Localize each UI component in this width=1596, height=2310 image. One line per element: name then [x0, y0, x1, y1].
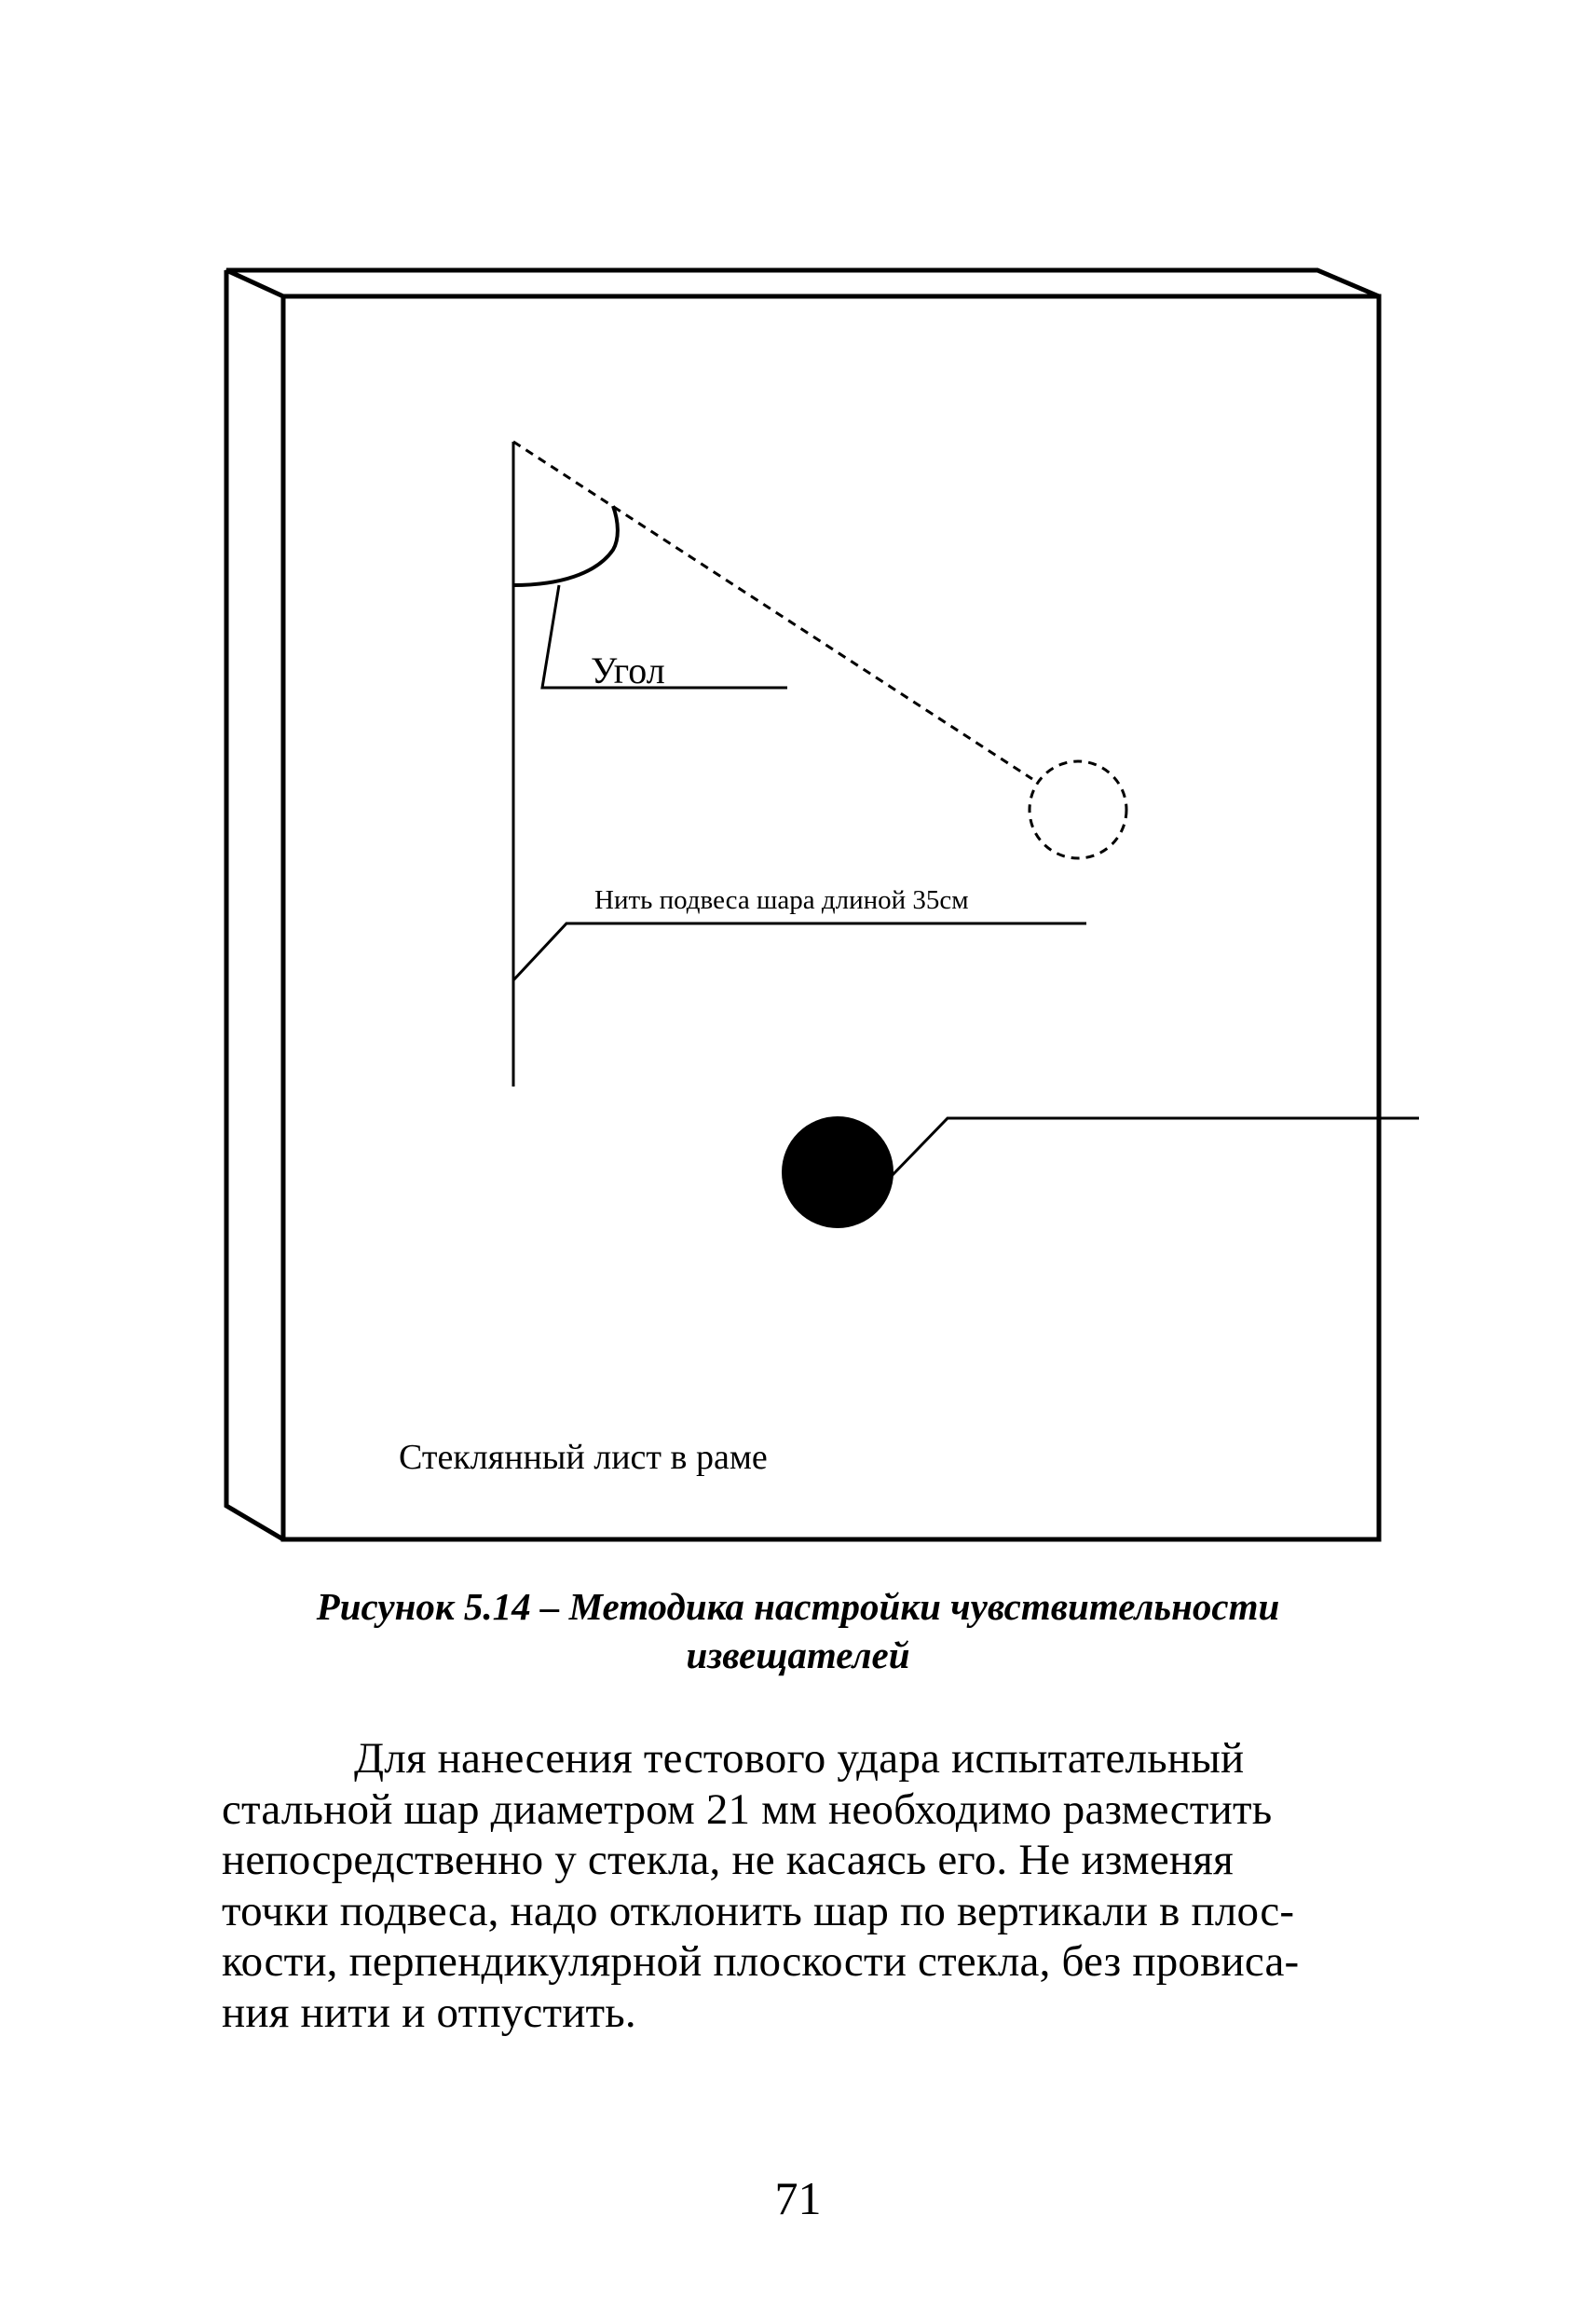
frame-left-face — [226, 270, 283, 1539]
body-line-4: точки подвеса, надо отклонить шар по вертикали в плос- — [222, 1886, 1295, 1935]
caption-line-1: Рисунок 5.14 – Методика настройки чувствительности — [316, 1585, 1280, 1628]
body-paragraph — [222, 1733, 1383, 2038]
deflected-ball-dashed — [1030, 761, 1126, 858]
string-leader — [513, 923, 1086, 980]
frame-top-face — [226, 270, 1379, 296]
glass-label: Стеклянный лист в раме — [399, 1438, 768, 1477]
caption-line-2: извещателей — [686, 1633, 910, 1676]
ball-leader — [890, 1118, 1419, 1178]
string-label: Нить подвеса шара длиной 35см — [594, 885, 969, 915]
frame-front-face — [283, 296, 1379, 1539]
body-line-5: кости, перпендикулярной плоскости стекла, без провиса- — [222, 1937, 1300, 1986]
body-line-6: ния нити и отпустить. — [222, 1988, 636, 2037]
deflected-string-dashed — [513, 442, 1032, 779]
angle-label: Угол — [591, 649, 665, 691]
body-line-1: Для нанесения тестового удара испытательный — [354, 1734, 1245, 1783]
body-line-2: стальной шар диаметром 21 мм необходимо разместить — [222, 1784, 1273, 1834]
pendulum — [513, 442, 1126, 1228]
page-number: 71 — [774, 2172, 822, 2224]
figure-caption — [168, 1582, 1428, 1679]
angle-arc — [513, 506, 618, 585]
steel-ball — [782, 1116, 893, 1228]
body-line-3: непосредственно у стекла, не касаясь его. Не изменяя — [222, 1836, 1234, 1884]
